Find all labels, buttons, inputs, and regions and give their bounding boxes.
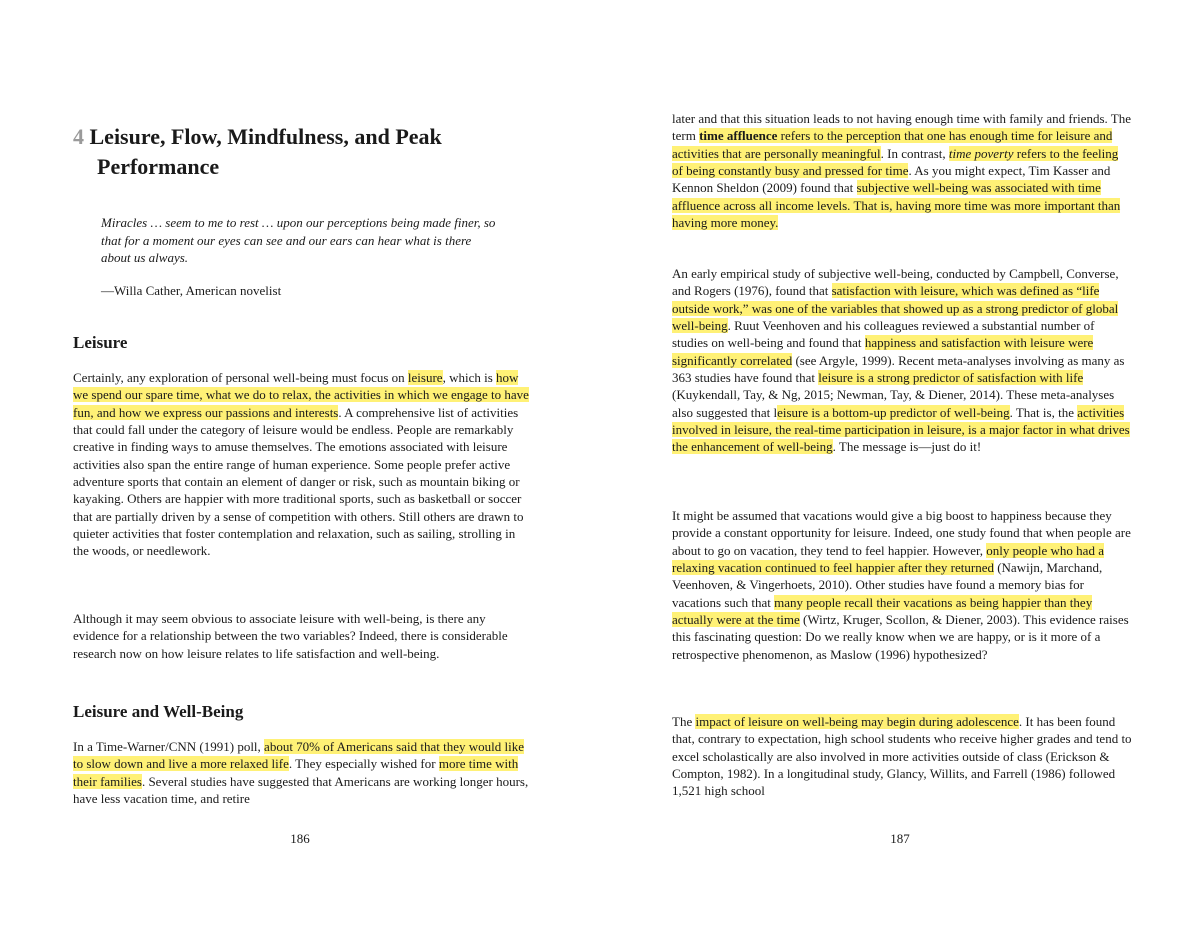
epigraph-quote: Miracles … seem to me to rest … upon our perceptions being made finer, so that for a moment our eyes can see and our ears can hear what is there about us always.	[101, 215, 496, 265]
paragraph-adolescence: The impact of leisure on well-being may begin during adolescence. It has been found that, contrary to expectation, high school students who receive higher grades and tend to excel scholastically are also involved in more activities outside of class (Erickson & Compton, 1982). In a longitudinal study, Glancy, Willits, and Farrell (1986) followed 1,521 high school	[672, 714, 1132, 799]
highlight: many people recall their vacations as being happier than they actually were at the time	[672, 594, 1093, 628]
highlight: activities involved in leisure, the real-time participation in leisure, is a major factor in what drives the enhancement of well-being	[672, 404, 1130, 455]
page-number-right: 187	[890, 831, 910, 846]
highlight: more time with their families	[73, 756, 519, 789]
highlight: eisure is a bottom-up predictor of well-being	[777, 404, 1010, 420]
paragraph-poll: In a Time-Warner/CNN (1991) poll, about 70% of Americans said that they would like to slow down and live a more relaxed life. They especially wished for more time with their families. Several studies have suggested that Americans are working longer hours, have less vacation time, and retire	[73, 739, 529, 807]
paragraph-time-affluence: later and that this situation leads to not having enough time with family and friends. The term time affluence refers to the perception that one has enough time for leisure and activities that are personally meaningful. In contrast, time poverty refers to the feeling of being constantly busy and pressed for time. As you might expect, Tim Kasser and Kennon Sheldon (2009) found that subjective well-being was associated with time affluence across all income levels. That is, having more time was more important than having more money.	[672, 111, 1131, 231]
highlight: time affluence refers to the perception that one has enough time for leisure and activities that are personally meaningful	[672, 128, 1113, 161]
highlight: time poverty refers to the feeling of being constantly busy and pressed for time	[672, 145, 1119, 179]
highlight: impact of leisure on well-being may begin during adolescence	[695, 714, 1019, 729]
highlight: about 70% of Americans said that they would like to slow down and live a more relaxed life	[73, 739, 524, 772]
section-heading-leisure-wellbeing: Leisure and Well-Being	[73, 702, 244, 721]
highlight: leisure is a strong predictor of satisfaction with life	[818, 370, 1084, 386]
paragraph-empirical-study: An early empirical study of subjective well-being, conducted by Campbell, Converse, and Rogers (1976), found that satisfaction with leisure, which was defined as “life outside work,” was one of the variables that showed up as a strong predictor of global well-being. Ruut Veenhoven and his colleagues reviewed a substantial number of studies on well-being and found that happiness and satisfaction with leisure were significantly correlated (see Argyle, 1999). Recent meta-analyses involving as many as 363 studies have found that leisure is a strong predictor of satisfaction with life (Kuykendall, Tay, & Ng, 2015; Newman, Tay, & Diener, 2014). These meta-analyses also suggested that leisure is a bottom-up predictor of well-being. That is, the activities involved in leisure, the real-time participation in leisure, is a major factor in what drives the enhancement of well-being. The message is—just do it!	[672, 266, 1130, 455]
highlight: happiness and satisfaction with leisure were significantly correlated	[672, 335, 1094, 368]
highlight: satisfaction with leisure, which was defined as “life outside work,” was one of the variables that showed up as a strong predictor of global well-being	[672, 283, 1119, 334]
highlight: only people who had a relaxing vacation continued to feel happier after they returned	[672, 542, 1104, 576]
highlight: how we spend our spare time, what we do to relax, the activities in which we engage to have fun, and how we express our passions and interests	[73, 370, 529, 420]
paragraph-vacations: It might be assumed that vacations would give a big boost to happiness because they provide a constant opportunity for leisure. Indeed, one study found that when people are about to go on vacation, they tend to feel happier. However, only people who had a relaxing vacation continued to feel happier after they returned (Nawijn, Marchand, Veenhoven, & Vingerhoets, 2010). Other studies have found a memory bias for vacations such that many people recall their vacations as being happier than they actually were at the time (Wirtz, Kruger, Scollon, & Diener, 2003). This evidence raises this fascinating question: Do we really know when we are happy, or is it more of a retrospective phenomenon, as Maslow (1996) hypothesized?	[672, 508, 1131, 662]
section-heading-leisure: Leisure	[73, 333, 128, 352]
paragraph-leisure-question: Although it may seem obvious to associate leisure with well-being, is there any evidence for a relationship between the two variables? Indeed, there is considerable research now on how leisure relates to life satisfaction and well-being.	[73, 611, 508, 661]
chapter-title	[73, 122, 557, 182]
epigraph-attribution: —Willa Cather, American novelist	[101, 283, 282, 298]
highlight: subjective well-being was associated with time affluence across all income levels. That is, having more time was more important than having more money.	[672, 180, 1121, 231]
right-page	[600, 0, 1200, 927]
paragraph-leisure-definition: Certainly, any exploration of personal well-being must focus on leisure, which is how we spend our spare time, what we do to relax, the activities in which we engage to have fun, and how we express our passions and interests. A comprehensive list of activities that could fall under the category of leisure would be endless. People are remarkably creative in finding ways to amuse themselves. The emotions associated with leisure activities also span the entire range of human experience. Some people prefer active adventure sports that contain an element of danger or risk, such as mountain biking or kayaking. Others are happier with more traditional sports, such as basketball or soccer that are partially driven by a sense of competition with others. Still others are drawn to quieter activities that foster contemplation and relaxation, such as sailing, strolling in the woods, or needlework.	[73, 370, 529, 559]
term-time-poverty: time poverty	[948, 145, 1014, 161]
chapter-title-text: Leisure, Flow, Mindfulness, and Peak Performance	[89, 124, 442, 179]
term-time-affluence: time affluence	[699, 128, 778, 144]
chapter-number: 4	[73, 124, 84, 149]
highlight: leisure	[407, 370, 443, 385]
page-number-left: 186	[290, 831, 310, 846]
